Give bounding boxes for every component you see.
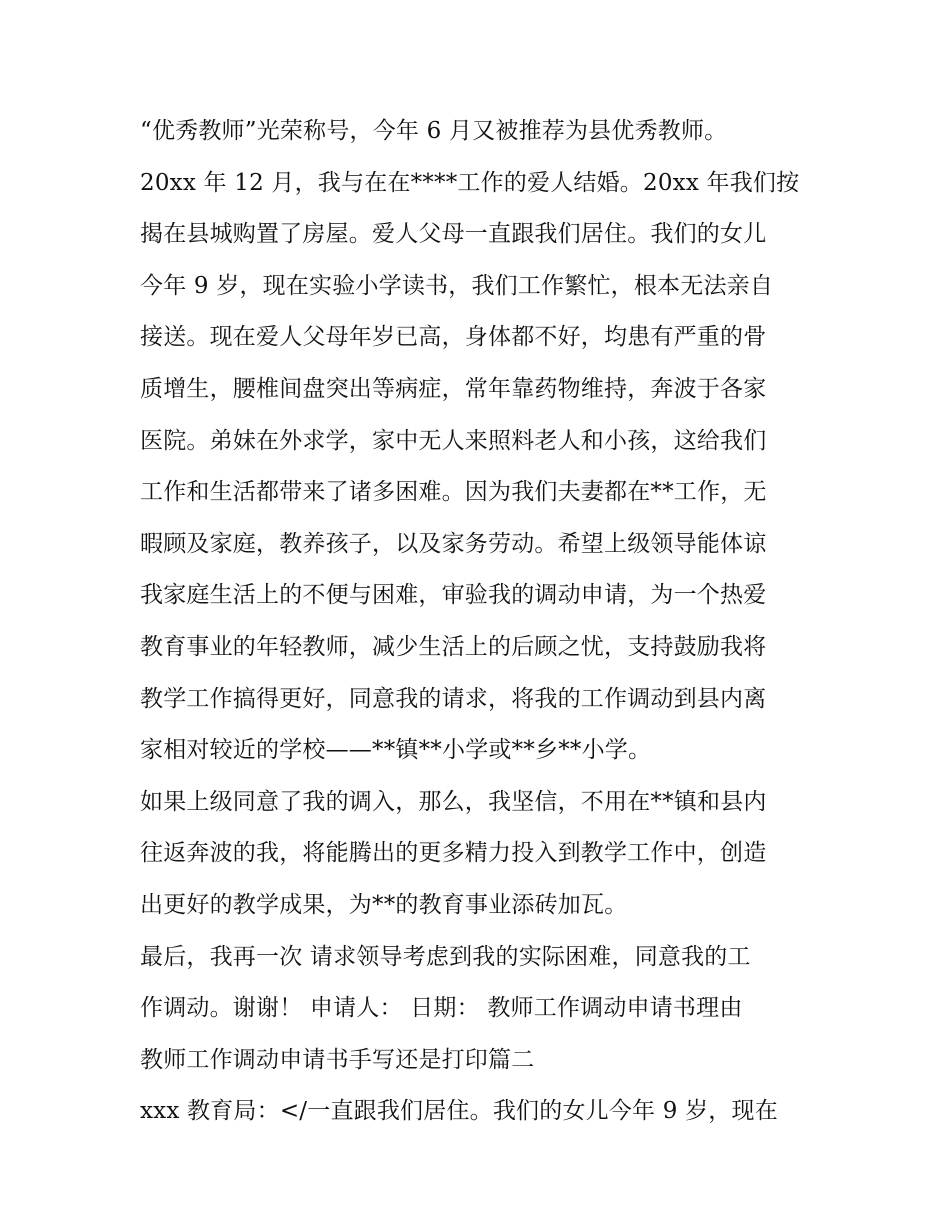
document-body — [140, 106, 820, 1138]
text-line: 作调动。谢谢！ 申请人： 日期： 教师工作调动申请书理由 — [140, 995, 743, 1022]
text-line: 暇顾及家庭，教养孩子，以及家务劳动。希望上级领导能体谅 — [140, 530, 767, 557]
text-line: 质增生，腰椎间盘突出等病症，常年靠药物维持，奔波于各家 — [140, 375, 767, 402]
text-line: 接送。现在爱人父母年岁已高，身体都不好，均患有严重的骨 — [140, 324, 767, 351]
text-line: 教学工作搞得更好，同意我的请求，将我的工作调动到县内离 — [140, 685, 767, 712]
text-line: 工作和生活都带来了诸多困难。因为我们夫妻都在**工作，无 — [140, 479, 767, 506]
text-line: “优秀教师”光荣称号，今年 6 月又被推荐为县优秀教师。 — [140, 118, 728, 144]
text-line: 出更好的教学成果，为**的教育事业添砖加瓦。 — [140, 891, 628, 918]
text-line: 往返奔波的我，将能腾出的更多精力投入到教学工作中，创造 — [140, 840, 767, 867]
text-line: xxx 教育局：</一直跟我们居住。我们的女儿今年 9 岁，现在 — [140, 1098, 778, 1125]
text-line: 家相对较近的学校——**镇**小学或**乡**小学。 — [140, 737, 652, 764]
text-line: 教育事业的年轻教师，减少生活上的后顾之忧，支持鼓励我将 — [140, 633, 767, 660]
text-line: 教师工作调动申请书手写还是打印篇二 — [140, 1046, 535, 1073]
text-line: 如果上级同意了我的调入，那么，我坚信，不用在**镇和县内 — [140, 788, 767, 815]
text-line: 今年 9 岁，现在实验小学读书，我们工作繁忙，根本无法亲自 — [140, 272, 774, 299]
text-line: 医院。弟妹在外求学，家中无人来照料老人和小孩，这给我们 — [140, 427, 767, 454]
text-line: 我家庭生活上的不便与困难，审验我的调动申请，为一个热爱 — [140, 582, 767, 609]
text-line: 揭在县城购置了房屋。爱人父母一直跟我们居住。我们的女儿 — [140, 221, 767, 248]
text-line: 20xx 年 12 月，我与在在****工作的爱人结婚。20xx 年我们按 — [140, 169, 800, 196]
text-line: 最后，我再一次 请求领导考虑到我的实际困难，同意我的工 — [140, 943, 751, 970]
